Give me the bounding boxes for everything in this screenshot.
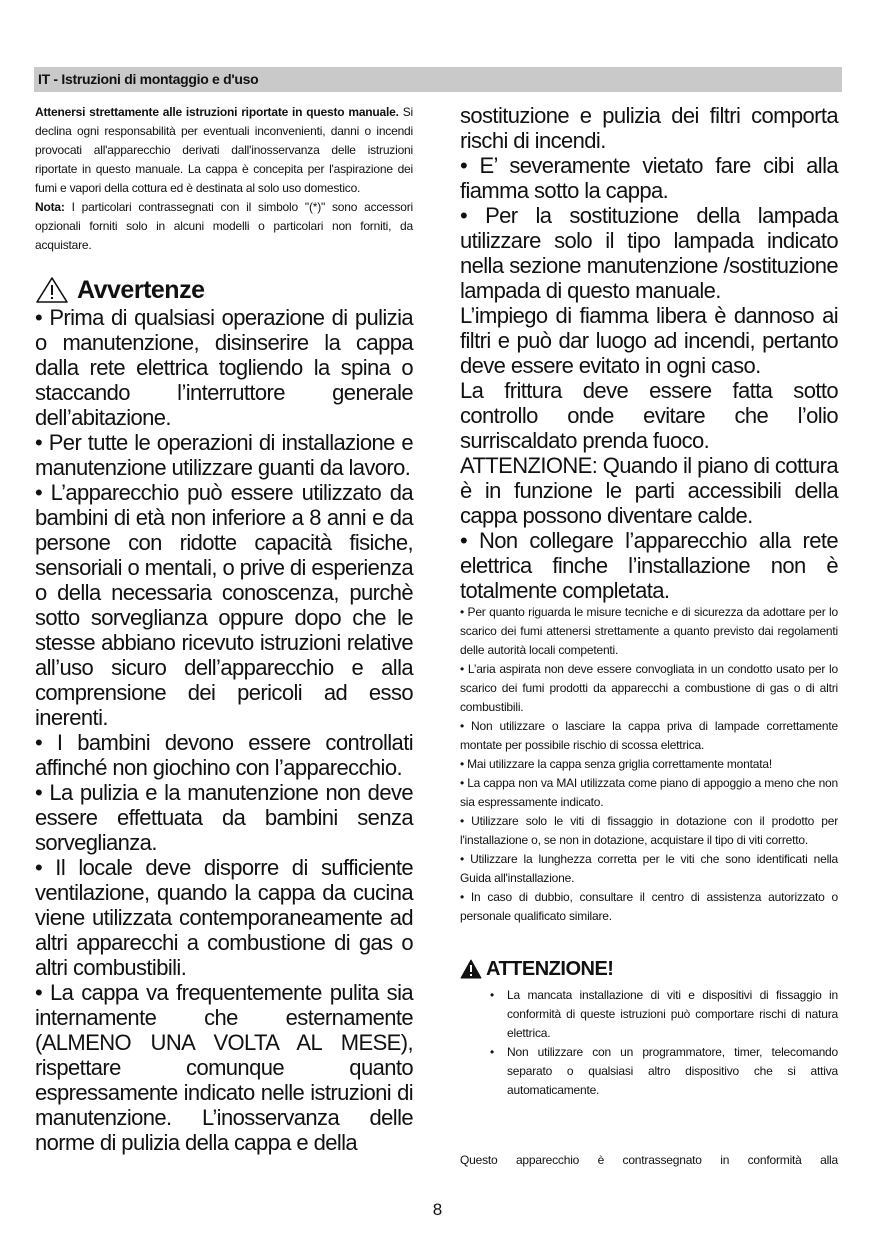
note-text: I particolari contrassegnati con il simbolo "(*)" sono accessori opzionali forniti solo in alcuni modelli o particolari non forniti, da acquistare.: [35, 200, 413, 252]
intro-paragraph: [35, 103, 413, 198]
intro-bold-lead: Attenersi strettamente alle istruzioni riportate in questo manuale.: [35, 105, 399, 119]
warning-item: • Per la sostituzione della lampada utilizzare solo il tipo lampada indicato nella sezione manutenzione /sostituzione lampada di questo manuale.: [460, 203, 838, 303]
warning-item-small: • Per quanto riguarda le misure tecniche e di sicurezza da adottare per lo scarico dei fumi attenersi strettamente a quanto previsto dai regolamenti delle autorità locali competenti.: [460, 605, 838, 657]
warning-item: ATTENZIONE: Quando il piano di cottura è in funzione le parti accessibili della cappa possono diventare calde.: [460, 453, 838, 528]
warnings-title: Avvertenze: [77, 275, 205, 304]
note-label: Nota:: [35, 200, 65, 214]
note-paragraph: [35, 198, 413, 255]
bullet: •: [490, 1045, 495, 1059]
attention-list: [460, 986, 838, 1100]
warning-item: • La pulizia e la manutenzione non deve essere effettuata da bambini senza sorveglianza.: [35, 780, 413, 855]
warning-item: La frittura deve essere fatta sotto controllo onde evitare che l’olio surriscaldato prenda fuoco.: [460, 378, 838, 453]
warning-item-small: • Non utilizzare o lasciare la cappa priva di lampade correttamente montate per possibile rischio di scossa elettrica.: [460, 719, 838, 752]
section-header-bar: [34, 67, 842, 92]
bullet: •: [490, 988, 495, 1002]
warning-item-small: • Mai utilizzare la cappa senza griglia correttamente montata!: [460, 757, 772, 771]
attention-title: ATTENZIONE!: [486, 957, 614, 980]
warning-item: • Prima di qualsiasi operazione di pulizia o manutenzione, disinserire la cappa dalla rete elettrica togliendo la spina o staccando l’interruttore generale dell’abitazione.: [35, 305, 413, 430]
attention-item-text: Non utilizzare con un programmatore, timer, telecomando separato o qualsiasi altro dispositivo che si attiva automaticamente.: [507, 1045, 838, 1097]
left-column: [35, 103, 413, 1155]
warning-triangle-outline-icon: [35, 276, 69, 304]
right-column: [460, 103, 838, 1100]
attention-item: [460, 986, 838, 1043]
warning-item-small: • Utilizzare la lunghezza corretta per le viti che sono identificati nella Guida all'installazione.: [460, 852, 838, 885]
warnings-right-big-list: [460, 103, 838, 603]
warnings-heading: [35, 275, 413, 305]
warning-item-small: • Utilizzare solo le viti di fissaggio in dotazione con il prodotto per l'installazione o, se non in dotazione, acquistare il tipo di viti corretto.: [460, 814, 838, 847]
attention-item-text: La mancata installazione di viti e dispositivi di fissaggio in conformità di queste istruzioni può comportare rischi di natura elettrica.: [507, 988, 838, 1040]
warning-item-small: • La cappa non va MAI utilizzata come piano di appoggio a meno che non sia espressamente indicato.: [460, 776, 838, 809]
section-header-title: IT - Istruzioni di montaggio e d'uso: [38, 71, 259, 87]
warning-item: sostituzione e pulizia dei filtri comporta rischi di incendi.: [460, 103, 838, 153]
warnings-left-list: [35, 305, 413, 1155]
intro-text: Si declina ogni responsabilità per eventuali inconvenienti, danni o incendi provocati all'apparecchio derivati dall'inosservanza delle istruzioni riportate in questo manuale. La cappa è concepita per l'aspirazione dei fumi e vapori della cottura ed è destinata al solo uso domestico.: [35, 105, 414, 195]
warning-item: • La cappa va frequentemente pulita sia internamente che esternamente (ALMENO UNA VOLTA AL MESE), rispettare comunque quanto espressamente indicato nelle istruzioni di manutenzione. L’inosservanza delle norme di pulizia della cappa e della: [35, 980, 413, 1155]
warnings-right-small-list: [460, 603, 838, 926]
warning-item: • Non collegare l’apparecchio alla rete elettrica finche l’installazione non è totalmente completata.: [460, 528, 838, 603]
attention-item: [460, 1043, 838, 1100]
warning-item-small: • L’aria aspirata non deve essere convogliata in un condotto usato per lo scarico dei fumi prodotti da apparecchi a combustione di gas o di altri combustibili.: [460, 662, 838, 714]
warning-item: • Il locale deve disporre di sufficiente ventilazione, quando la cappa da cucina viene utilizzata contemporaneamente ad altri apparecchi a combustione di gas o altri combustibili.: [35, 855, 413, 980]
warning-item: L’impiego di fiamma libera è dannoso ai filtri e può dar luogo ad incendi, pertanto deve essere evitato in ogni caso.: [460, 303, 838, 378]
attention-heading: [460, 956, 838, 982]
warning-triangle-filled-icon: [460, 959, 482, 979]
warning-item: • Per tutte le operazioni di installazione e manutenzione utilizzare guanti da lavoro.: [35, 430, 413, 480]
warning-item: • E’ severamente vietato fare cibi alla fiamma sotto la cappa.: [460, 153, 838, 203]
continuation-text: Questo apparecchio è contrassegnato in conformità alla: [460, 1153, 838, 1167]
page-number: 8: [432, 1200, 443, 1219]
warning-item: • I bambini devono essere controllati affinché non giochino con l’apparecchio.: [35, 730, 413, 780]
warning-item-small: • In caso di dubbio, consultare il centro di assistenza autorizzato o personale qualificato similare.: [460, 890, 838, 923]
warning-item: • L’apparecchio può essere utilizzato da bambini di età non inferiore a 8 anni e da persone con ridotte capacità fisiche, sensoriali o mentali, o prive di esperienza o della necessaria conoscenza, purchè sotto sorveglianza oppure dopo che le stesse abbiano ricevuto istruzioni relative all’uso sicuro dell’apparecchio e alla comprensione dei pericoli ad esso inerenti.: [35, 480, 413, 730]
